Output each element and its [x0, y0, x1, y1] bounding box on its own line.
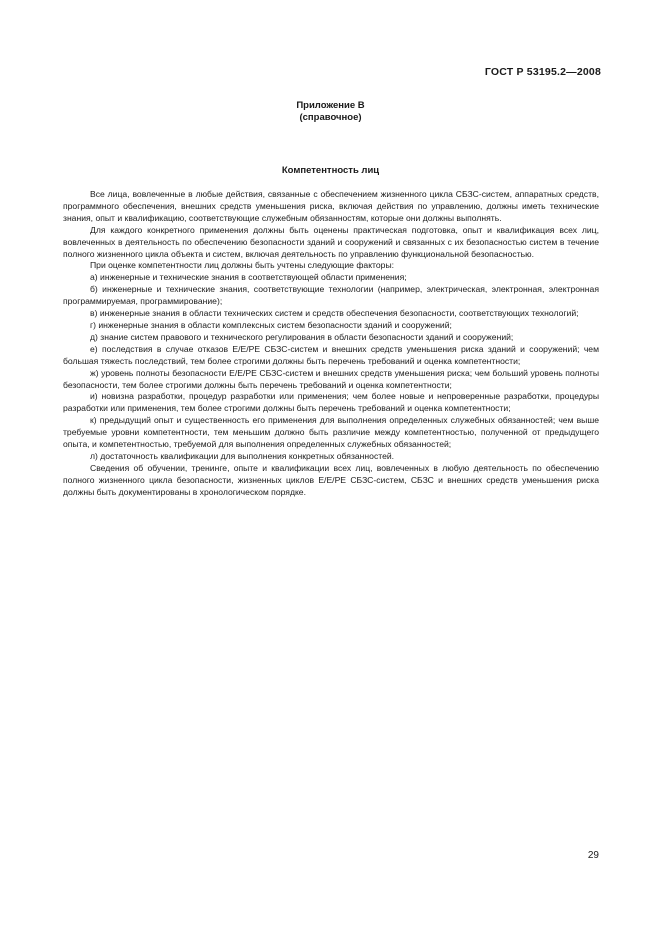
body-text [63, 189, 599, 499]
paragraph: При оценке компетентности лиц должны быть учтены следующие факторы: [90, 260, 395, 271]
list-item: ж) уровень полноты безопасности Е/Е/РЕ СБЗС-систем и внешних средств уменьшения риска; чем больший уровень полноты безопасности, тем более строгими должны быть перечень требований и оценка компетентности; [63, 367, 599, 390]
paragraph: Все лица, вовлеченные в любые действия, связанные с обеспечением жизненного цикла СБЗС-систем, аппаратных средств, программного обеспечения, внешних средств уменьшения риска, включая действия по управлению, должны иметь технические знания, опыт и квалификацию, соответствующие служебным обязанностям, которые они должны выполнять. [63, 189, 599, 223]
list-item: г) инженерные знания в области комплексных систем безопасности зданий и сооружений; [90, 319, 452, 330]
list-item: е) последствия в случае отказов Е/Е/РЕ СБЗС-систем и внешних средств уменьшения риска зданий и сооружений; чем большая тяжесть последствий, тем более строгими должны быть перечень требований и оценка компетентности; [63, 343, 599, 366]
list-item: б) инженерные и технические знания, соответствующие технологии (например, электрическая, электронная, электронная программируемая, программирование); [63, 284, 599, 307]
list-item: л) достаточность квалификации для выполнения конкретных обязанностей. [90, 450, 395, 461]
section-title: Компетентность лиц [281, 165, 380, 176]
page-number: 29 [587, 850, 599, 861]
list-item: к) предыдущий опыт и существенность его применения для выполнения определенных служебных обязанностей; чем выше требуемые уровни компетентности, тем меньшим должно быть различие между компетентностью, полученной от предыдущего опыта, и компетентностью, требуемой для выполнения определенных служебных обязанностей; [63, 415, 599, 450]
appendix-heading [0, 100, 661, 124]
appendix-subtitle: (справочное) [299, 112, 362, 123]
paragraph: Для каждого конкретного применения должны быть оценены практическая подготовка, опыт и квалификация всех лиц, вовлеченных в деятельность по обеспечению безопасности зданий и сооружений и связанных с их безопасностью систем в течение полного жизненного цикла объекта и систем, включая деятельность по управлению функциональной безопасностью. [63, 224, 599, 259]
appendix-title: Приложение В [296, 100, 365, 111]
standard-designation: ГОСТ Р 53195.2—2008 [484, 66, 601, 78]
list-item: в) инженерные знания в области технических систем и средств обеспечения безопасности, соответствующих технологий; [90, 308, 579, 319]
paragraph: Сведения об обучении, тренинге, опыте и квалификации всех лиц, вовлеченных в любую деятельность по обеспечению полного жизненного цикла безопасности, жизненных циклов Е/Е/РЕ СБЗС-систем, СБЗС и внешних средств уменьшения риска должны быть документированы в хронологическом порядке. [63, 462, 599, 497]
list-item: и) новизна разработки, процедур разработки или применения; чем более новые и непроверенные разработки, процедуры разработки или применения, тем более строгими должны быть перечень требований и оценка компетентности; [63, 391, 599, 414]
list-item: а) инженерные и технические знания в соответствующей области применения; [90, 272, 407, 283]
list-item: д) знание систем правового и технического регулирования в области безопасности зданий и сооружений; [90, 331, 514, 342]
